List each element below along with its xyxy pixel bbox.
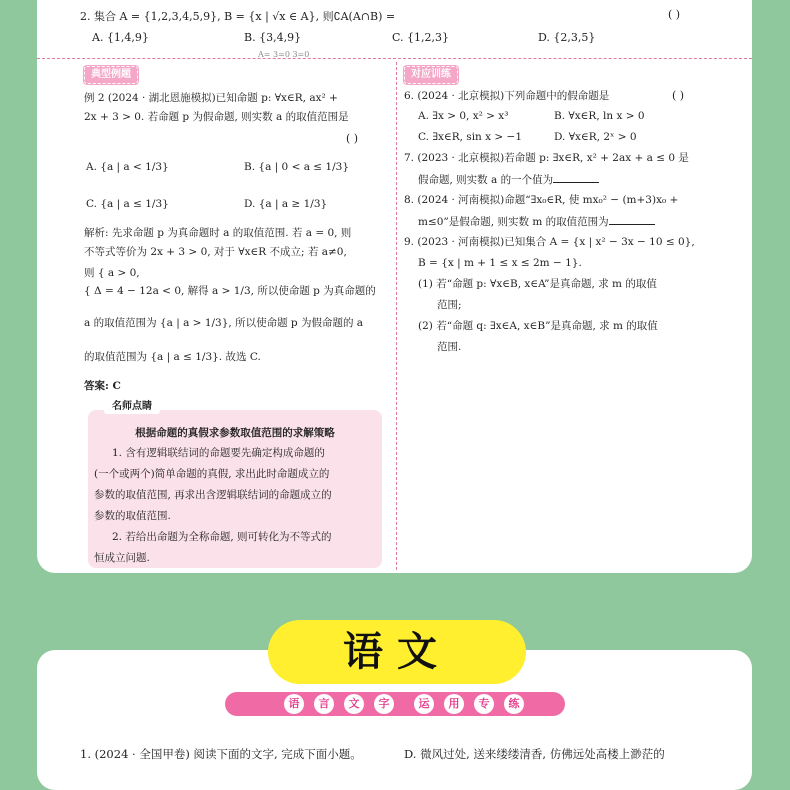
solution-line-1: 解析: 先求命题 p 为真命题时 a 的取值范围. 若 a = 0, 则 — [84, 227, 352, 239]
banner-char: 用 — [444, 694, 464, 714]
q7-text: 假命题, 则实数 a 的一个值为 — [418, 174, 554, 186]
q6-option-a: A. ∃x > 0, x² > x³ — [418, 110, 509, 122]
top-question-stem: 2. 集合 A = {1,2,3,4,5,9}, B = {x | √x ∈ A}, 则∁A(A∩B) = — [80, 10, 396, 23]
banner-char: 言 — [314, 694, 334, 714]
q6-option-b: B. ∀x∈R, ln x > 0 — [554, 110, 645, 122]
q9-part-1: (1) 若“命题 p: ∀x∈B, x∈A”是真命题, 求 m 的取值 — [418, 278, 657, 290]
solution-line-5: 的取值范围为 {a | a ≤ 1/3}. 故选 C. — [84, 351, 261, 363]
q9-part-2: (2) 若“命题 q: ∃x∈A, x∈B”是真命题, 求 m 的取值 — [418, 320, 658, 332]
q7-line-2 — [418, 172, 599, 187]
example-option-b: B. {a | 0 < a ≤ 1/3} — [244, 161, 350, 173]
banner-char: 字 — [374, 694, 394, 714]
top-option-a: A. {1,4,9} — [92, 31, 149, 44]
top-question-paren: ( ) — [668, 8, 681, 21]
q6-option-c: C. ∃x∈R, sin x > −1 — [418, 131, 523, 143]
answer-blank — [609, 214, 655, 225]
banner-char: 文 — [344, 694, 364, 714]
q8-text: m≤0”是假命题, 则实数 m 的取值范围为 — [418, 216, 609, 228]
tip-line: 2. 若给出命题为全称命题, 则可转化为不等式的 — [112, 531, 332, 543]
top-fragment: A= 3=0 3=0 — [258, 50, 310, 59]
q6-stem: 6. (2024 · 北京模拟)下列命题中的假命题是 — [404, 90, 610, 102]
top-option-d: D. {2,3,5} — [538, 31, 596, 44]
q9-part-2-cont: 范围. — [437, 341, 462, 353]
column-divider — [396, 62, 397, 570]
solution-line-3a: 则 { a > 0, — [84, 267, 140, 279]
top-option-c: C. {1,2,3} — [392, 31, 450, 44]
tip-line: (一个或两个)简单命题的真假, 求出此时命题成立的 — [94, 468, 330, 480]
subject-title: 语文 — [268, 620, 526, 684]
answer-blank — [553, 172, 599, 183]
section-divider — [37, 58, 752, 59]
q8-line-2 — [418, 214, 655, 229]
solution-line-3b: { Δ = 4 − 12a < 0, 解得 a > 1/3, 所以使命题 p 为真命题的 — [84, 285, 376, 297]
q8-line-1: 8. (2024 · 河南模拟)命题“∃x₀∈R, 使 mx₀² − (m+3)x₀ + — [404, 194, 679, 206]
banner-char: 运 — [414, 694, 434, 714]
bottom-question-left: 1. (2024 · 全国甲卷) 阅读下面的文字, 完成下面小题。 — [80, 747, 362, 761]
example-line-1: 例 2 (2024 · 湖北恩施模拟)已知命题 p: ∀x∈R, ax² + — [84, 92, 338, 104]
banner-char: 专 — [474, 694, 494, 714]
answer: 答案: C — [84, 380, 121, 392]
example-line-2: 2x + 3 > 0. 若命题 p 为假命题, 则实数 a 的取值范围是 — [84, 111, 349, 123]
tip-line: 1. 含有逻辑联结词的命题要先确定构成命题的 — [112, 447, 325, 459]
q6-paren: ( ) — [672, 89, 685, 102]
example-tag: 典型例题 — [84, 66, 138, 84]
example-option-c: C. {a | a ≤ 1/3} — [86, 198, 169, 210]
top-option-b: B. {3,4,9} — [244, 31, 302, 44]
tip-label: 名师点睛 — [104, 400, 160, 414]
example-option-a: A. {a | a < 1/3} — [86, 161, 169, 173]
bottom-question-right: D. 微风过处, 送来缕缕清香, 仿佛远处高楼上渺茫的 — [404, 747, 665, 761]
tip-title: 根据命题的真假求参数取值范围的求解策略 — [135, 427, 335, 439]
tip-line: 参数的取值范围, 再求出含逻辑联结词的命题成立的 — [94, 489, 332, 501]
q9-line-2: B = {x | m + 1 ≤ x ≤ 2m − 1}. — [418, 257, 582, 269]
tip-line: 参数的取值范围. — [94, 510, 171, 522]
q6-option-d: D. ∀x∈R, 2ˣ > 0 — [554, 131, 637, 143]
q9-line-1: 9. (2023 · 河南模拟)已知集合 A = {x | x² − 3x − 10 ≤ 0}, — [404, 236, 695, 248]
example-paren: ( ) — [346, 132, 359, 145]
q9-part-1-cont: 范围; — [437, 299, 462, 311]
banner-char: 语 — [284, 694, 304, 714]
solution-line-4: a 的取值范围为 {a | a > 1/3}, 所以使命题 p 为假命题的 a — [84, 317, 364, 329]
q7-line-1: 7. (2023 · 北京模拟)若命题 p: ∃x∈R, x² + 2ax + a ≤ 0 是 — [404, 152, 689, 164]
example-option-d: D. {a | a ≥ 1/3} — [244, 198, 328, 210]
solution-line-2: 不等式等价为 2x + 3 > 0, 对于 ∀x∈R 不成立; 若 a≠0, — [84, 246, 347, 258]
tip-line: 恒成立问题. — [94, 552, 150, 564]
banner-char: 练 — [504, 694, 524, 714]
practice-tag: 对应训练 — [404, 66, 458, 84]
